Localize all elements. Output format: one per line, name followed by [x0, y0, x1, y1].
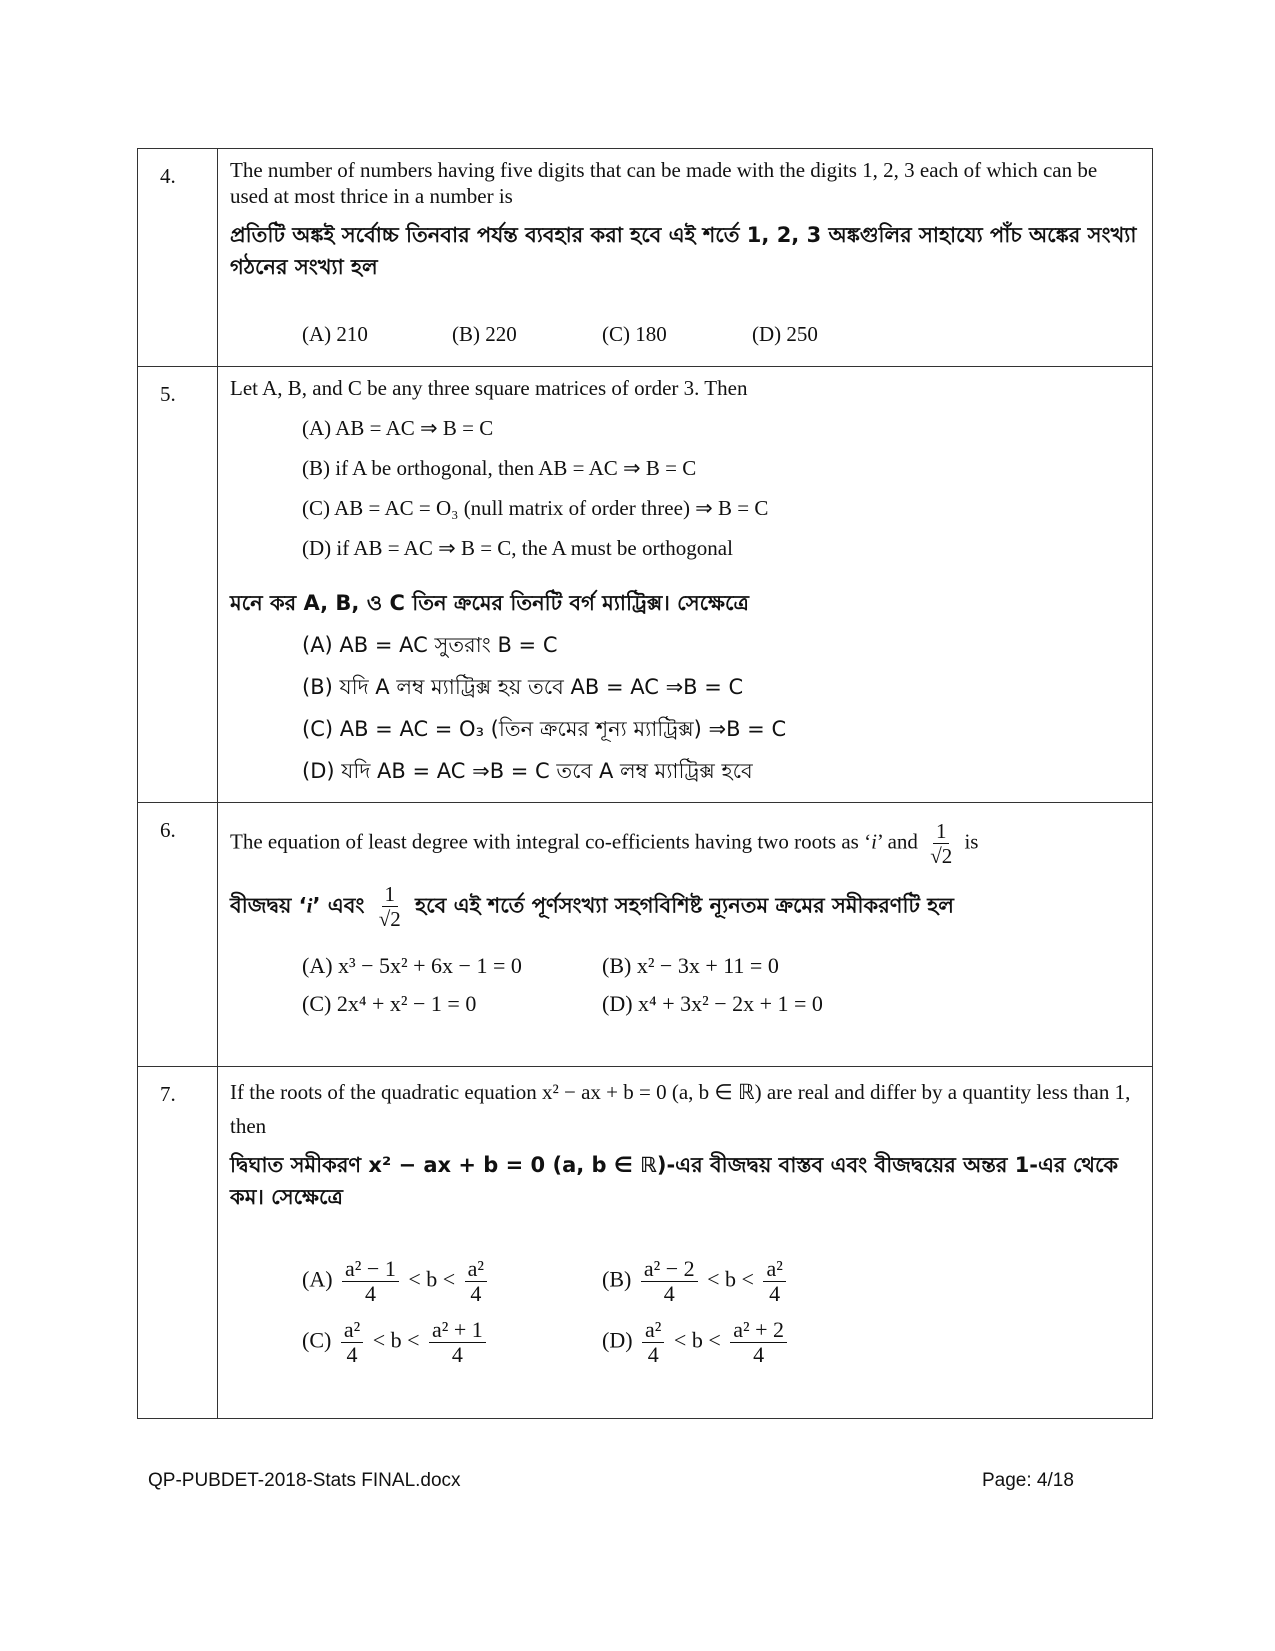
fraction	[730, 1318, 787, 1367]
question-body	[218, 1067, 1153, 1419]
denominator: 4	[346, 1342, 358, 1367]
question-text-en: If the roots of the quadratic equation x² − ax + b = 0 (a, b ∈ ℝ) are real and differ by a quantity less than 1, then	[230, 1080, 1131, 1138]
option-a: (A) 210	[302, 322, 368, 346]
numerator: a²	[341, 1318, 363, 1343]
fraction	[341, 1318, 363, 1367]
fraction	[429, 1318, 486, 1367]
question-text-bn	[230, 882, 1140, 931]
text-part: বীজদ্বয় ‘	[230, 893, 307, 918]
denominator: 4	[364, 1281, 376, 1306]
option-d: (D) 250	[752, 322, 818, 346]
denominator: √2	[930, 844, 953, 868]
question-row	[138, 367, 1153, 803]
denominator: 4	[663, 1281, 675, 1306]
questions-table	[137, 148, 1153, 1419]
text-part: ’ and	[876, 829, 918, 854]
option-c	[302, 1318, 602, 1367]
question-text-bn: মনে কর A, B, ও C তিন ক্রমের তিনটি বর্গ ম্যাট্রিক্স। সেক্ষেত্রে	[230, 591, 749, 615]
text-part: হবে এই শর্তে পূর্ণসংখ্যা সহগবিশিষ্ট ন্যূনতম ক্রমের সমীকরণটি হল	[415, 893, 954, 918]
question-text-bn: প্রতিটি অঙ্কই সর্বোচ্চ তিনবার পর্যন্ত ব্যবহার করা হবে এই শর্তে 1, 2, 3 অঙ্কগুলির সাহায্যে পাঁচ অঙ্কের সংখ্যা গঠনের সংখ্যা হল	[230, 223, 1137, 279]
numerator: a²	[763, 1257, 785, 1282]
numerator: a²	[465, 1257, 487, 1282]
question-row	[138, 803, 1153, 1067]
fraction	[927, 819, 955, 868]
option-d: (D) x⁴ + 3x² − 2x + 1 = 0	[602, 991, 823, 1016]
option-d	[602, 1318, 902, 1367]
question-number: 4.	[138, 149, 218, 367]
question-text-en: The number of numbers having five digits that can be made with the digits 1, 2, 3 each of which can be used at most thrice in a number is	[230, 158, 1098, 208]
options-grid	[230, 953, 1140, 1017]
footer-filename: QP-PUBDET-2018-Stats FINAL.docx	[148, 1470, 461, 1491]
fraction	[376, 882, 404, 931]
fraction	[642, 1318, 664, 1367]
fraction	[342, 1257, 399, 1306]
numerator: a²	[642, 1318, 664, 1343]
options-grid	[230, 1257, 1140, 1367]
option-a-bn: (A) AB = AC সুতরাং B = C	[302, 633, 558, 657]
option-b: (B) x² − 3x + 11 = 0	[602, 953, 779, 978]
question-text-en: Let A, B, and C be any three square matrices of order 3. Then	[230, 376, 748, 400]
option-label: (B)	[602, 1266, 632, 1292]
question-body	[218, 803, 1153, 1067]
question-body	[218, 149, 1153, 367]
option-c: (C) 2x⁴ + x² − 1 = 0	[302, 991, 477, 1016]
option-b: (B) 220	[452, 322, 517, 346]
option-b	[602, 1257, 902, 1306]
text-part: ’ এবং	[312, 893, 365, 918]
option-b-bn: (B) যদি A লম্ব ম্যাট্রিক্স হয় তবে AB = AC ⇒B = C	[302, 675, 744, 699]
denominator: 4	[647, 1342, 659, 1367]
footer-page-number: Page: 4/18	[982, 1470, 1074, 1491]
fraction	[641, 1257, 698, 1306]
denominator: 4	[451, 1342, 463, 1367]
numerator: 1	[933, 819, 950, 844]
option-c: (C) 180	[602, 322, 667, 346]
numerator: a² + 1	[429, 1318, 486, 1343]
numerator: a² − 1	[342, 1257, 399, 1282]
question-number: 6.	[138, 803, 218, 1067]
question-text-bn: দ্বিঘাত সমীকরণ x² − ax + b = 0 (a, b ∈ ℝ)-এর বীজদ্বয় বাস্তব এবং বীজদ্বয়ের অন্তর 1-এর থেকে কম। সেক্ষেত্রে	[230, 1153, 1119, 1209]
question-number: 5.	[138, 367, 218, 803]
option-a: (A) x³ − 5x² + 6x − 1 = 0	[302, 953, 522, 978]
denominator: 4	[753, 1342, 765, 1367]
text-part: i	[871, 829, 877, 854]
option-c-en: (C) AB = AC = O₃ (null matrix of order three) ⇒ B = C	[302, 496, 769, 520]
denominator: 4	[470, 1281, 482, 1306]
inequality: < b <	[402, 1266, 461, 1292]
question-text-en	[230, 819, 1140, 868]
question-row	[138, 149, 1153, 367]
option-a	[302, 1257, 602, 1306]
option-c-bn: (C) AB = AC = O₃ (তিন ক্রমের শূন্য ম্যাট্রিক্স) ⇒B = C	[302, 717, 787, 741]
fraction	[465, 1257, 487, 1306]
option-label: (D)	[602, 1327, 633, 1353]
inequality: < b <	[367, 1327, 426, 1353]
denominator: √2	[378, 907, 401, 931]
options-row	[230, 321, 1140, 347]
question-number: 7.	[138, 1067, 218, 1419]
denominator: 4	[769, 1281, 781, 1306]
numerator: a² − 2	[641, 1257, 698, 1282]
question-row	[138, 1067, 1153, 1419]
fraction	[763, 1257, 785, 1306]
option-label: (A)	[302, 1266, 333, 1292]
option-label: (C)	[302, 1327, 332, 1353]
option-d-bn: (D) যদি AB = AC ⇒B = C তবে A লম্ব ম্যাট্রিক্স হবে	[302, 759, 753, 783]
question-body	[218, 367, 1153, 803]
numerator: 1	[382, 882, 399, 907]
inequality: < b <	[701, 1266, 760, 1292]
text-part: is	[964, 829, 979, 854]
option-d-en: (D) if AB = AC ⇒ B = C, the A must be orthogonal	[302, 536, 733, 560]
text-part: The equation of least degree with integral co-efficients having two roots as ‘	[230, 829, 872, 854]
option-b-en: (B) if A be orthogonal, then AB = AC ⇒ B = C	[302, 456, 697, 480]
option-a-en: (A) AB = AC ⇒ B = C	[302, 416, 494, 440]
text-part: i	[306, 893, 313, 918]
numerator: a² + 2	[730, 1318, 787, 1343]
inequality: < b <	[668, 1327, 727, 1353]
